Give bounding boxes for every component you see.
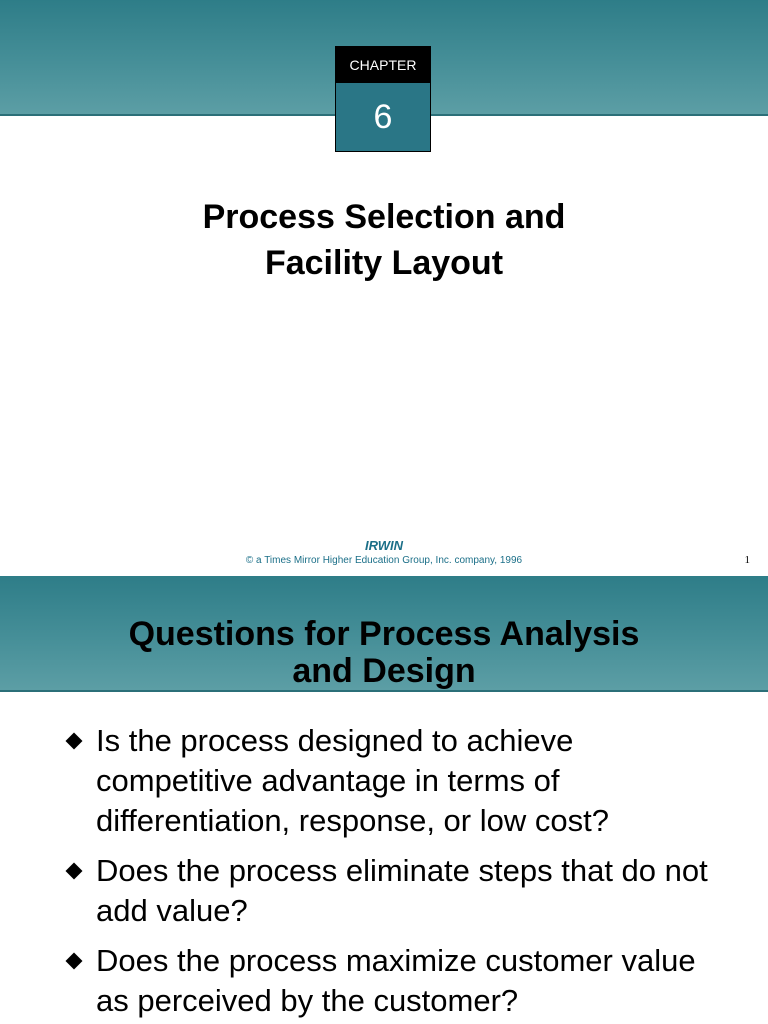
bullet-item	[66, 851, 716, 931]
diamond-bullet-icon	[66, 953, 83, 970]
publisher-name: IRWIN	[364, 538, 404, 553]
slide-2	[0, 576, 768, 1024]
bullet-item	[66, 941, 716, 1021]
page-number: 1	[744, 554, 750, 566]
bullet-text: Does the process maximize customer value as perceived by the customer?	[96, 943, 696, 1018]
bullet-text: Is the process designed to achieve competitive advantage in terms of differentiation, response, or low cost?	[96, 723, 609, 838]
bullet-text: Does the process eliminate steps that do not add value?	[96, 853, 708, 928]
slide-title-line-2: and Design	[292, 652, 476, 690]
slide-title-line-1: Process Selection and	[202, 198, 566, 236]
slide-title	[0, 616, 768, 690]
slide-title-line-2: Facility Layout	[264, 244, 504, 282]
bullet-item	[66, 721, 716, 841]
copyright-notice: © a Times Mirror Higher Education Group, Inc. company, 1996	[245, 555, 523, 566]
chapter-label: CHAPTER	[336, 47, 430, 83]
chapter-number: 6	[336, 83, 430, 151]
bullet-list	[66, 721, 716, 1024]
diamond-bullet-icon	[66, 863, 83, 880]
diamond-bullet-icon	[66, 733, 83, 750]
slide-title	[0, 194, 768, 286]
chapter-box	[335, 46, 431, 152]
slide-title-line-1: Questions for Process Analysis	[128, 615, 640, 653]
